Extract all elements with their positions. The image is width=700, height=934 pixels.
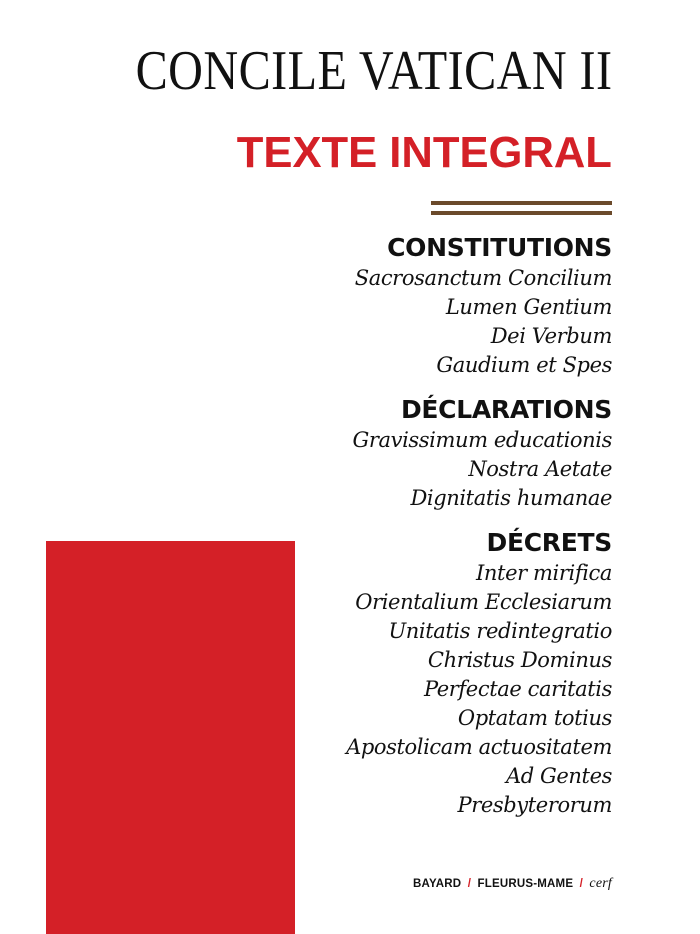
- list-item: Dei Verbum: [490, 324, 612, 348]
- list-item: Inter mirifica: [476, 561, 612, 585]
- section-constitutions: [312, 232, 612, 380]
- publisher-separator: /: [467, 878, 472, 890]
- list-item: Gravissimum educationis: [352, 428, 612, 452]
- section-heading: CONSTITUTIONS: [387, 233, 612, 262]
- cover-subtitle: TEXTE INTEGRAL: [236, 128, 612, 177]
- brown-divider-top: [431, 201, 612, 205]
- red-color-block: [46, 541, 295, 934]
- list-item: Lumen Gentium: [445, 295, 612, 319]
- list-item: Gaudium et Spes: [436, 353, 612, 377]
- cover-title: CONCILE VATICAN II: [135, 40, 612, 102]
- publisher-bayard: BAYARD: [413, 878, 462, 890]
- list-item: Ad Gentes: [505, 764, 612, 788]
- publisher-logos: [413, 876, 612, 892]
- contents-list: [312, 232, 612, 832]
- publisher-fleurus-mame: FLEURUS-MAME: [477, 878, 574, 890]
- list-item: Presbyterorum: [457, 793, 612, 817]
- list-item: Optatam totius: [457, 706, 612, 730]
- publisher-separator: /: [579, 878, 584, 890]
- list-item: Nostra Aetate: [468, 457, 612, 481]
- list-item: Dignitatis humanae: [410, 486, 612, 510]
- section-heading: DÉCRETS: [486, 528, 612, 557]
- section-heading: DÉCLARATIONS: [400, 395, 612, 424]
- list-item: Apostolicam actuositatem: [346, 735, 612, 759]
- section-declarations: [312, 394, 612, 513]
- list-item: Orientalium Ecclesiarum: [355, 590, 612, 614]
- list-item: Sacrosanctum Concilium: [354, 266, 612, 290]
- publisher-cerf: cerf: [589, 876, 612, 891]
- list-item: Unitatis redintegratio: [388, 619, 612, 643]
- list-item: Christus Dominus: [427, 648, 612, 672]
- list-item: Perfectae caritatis: [423, 677, 612, 701]
- brown-divider-bottom: [431, 211, 612, 215]
- section-decrets: [312, 527, 612, 820]
